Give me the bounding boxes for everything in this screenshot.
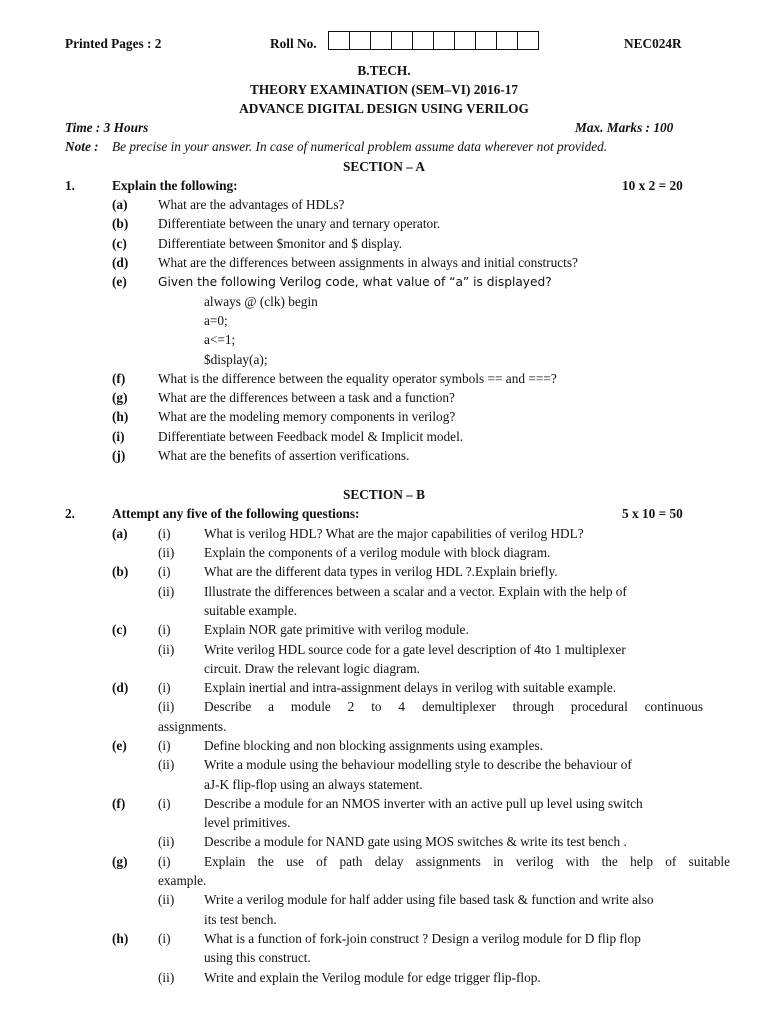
section-a-heading: SECTION – A — [342, 159, 426, 174]
roll-no-box — [518, 31, 539, 50]
roll-no-box — [476, 31, 497, 50]
roll-no-label: Roll No. — [270, 36, 317, 51]
part-label: (a) — [112, 526, 128, 541]
sub-text: Describe a module 2 to 4 demultiplexer through procedural continuous — [204, 699, 703, 714]
code-line: a=0; — [204, 313, 228, 328]
sub-text: Explain inertial and intra-assignment delays in verilog with suitable example. — [204, 680, 617, 695]
sub-label: (i) — [158, 526, 171, 541]
item-label: (a) — [112, 197, 128, 212]
sub-label: (ii) — [158, 584, 175, 599]
item-label: (b) — [112, 216, 129, 231]
sub-label: (ii) — [158, 545, 175, 560]
subject-title: ADVANCE DIGITAL DESIGN USING VERILOG — [239, 101, 529, 116]
sub-label: (i) — [158, 931, 171, 946]
part-label: (e) — [112, 738, 127, 753]
item-label: (f) — [112, 371, 126, 386]
sub-label: (ii) — [158, 699, 175, 714]
sub-text: Define blocking and non blocking assignments using examples. — [204, 738, 544, 753]
sub-text: assignments. — [158, 719, 227, 734]
item-label: (g) — [112, 390, 128, 405]
sub-label: (ii) — [158, 892, 175, 907]
part-label: (h) — [112, 931, 129, 946]
max-marks: Max. Marks : 100 — [575, 120, 674, 135]
sub-text: Illustrate the differences between a scalar and a vector. Explain with the help of — [204, 584, 627, 599]
question-number: 1. — [65, 178, 75, 193]
sub-label: (i) — [158, 622, 171, 637]
sub-label: (i) — [158, 796, 171, 811]
degree-title: B.TECH. — [357, 63, 411, 78]
item-label: (d) — [112, 255, 129, 270]
sub-label: (i) — [158, 680, 171, 695]
sub-text: aJ-K flip-flop using an always statement. — [204, 777, 423, 792]
note-text: Be precise in your answer. In case of numerical problem assume data wherever not provided. — [112, 139, 608, 154]
sub-label: (ii) — [158, 642, 175, 657]
sub-text: What are the different data types in verilog HDL ?.Explain briefly. — [204, 564, 558, 579]
sub-text: What is a function of fork-join construct ? Design a verilog module for D flip flop — [204, 931, 641, 946]
roll-no-box — [413, 31, 434, 50]
sub-text: Describe a module for NAND gate using MOS switches & write its test bench . — [204, 834, 627, 849]
sub-text: Write a module using the behaviour modelling style to describe the behaviour of — [204, 757, 632, 772]
sub-label: (ii) — [158, 834, 175, 849]
item-text: What are the benefits of assertion verifications. — [158, 448, 410, 463]
item-text: Differentiate between the unary and ternary operator. — [158, 216, 441, 231]
printed-pages: Printed Pages : 2 — [65, 36, 162, 51]
sub-text: Write and explain the Verilog module for edge trigger flip-flop. — [204, 970, 541, 985]
roll-no-box — [392, 31, 413, 50]
item-text: Differentiate between Feedback model & Implicit model. — [158, 429, 464, 444]
part-label: (g) — [112, 854, 128, 869]
item-text: What are the modeling memory components in verilog? — [158, 409, 456, 424]
item-text: What are the differences between assignments in always and initial constructs? — [158, 255, 578, 270]
sub-label: (ii) — [158, 970, 175, 985]
sub-text: Write a verilog module for half adder using file based task & function and write also — [204, 892, 654, 907]
code-line: a<=1; — [204, 332, 236, 347]
paper-code: NEC024R — [624, 36, 682, 51]
item-label: (i) — [112, 429, 125, 444]
roll-no-box — [371, 31, 392, 50]
item-text: What are the advantages of HDLs? — [158, 197, 345, 212]
sub-text: example. — [158, 873, 207, 888]
code-line: $display(a); — [204, 352, 268, 367]
sub-label: (i) — [158, 854, 171, 869]
sub-text: Write verilog HDL source code for a gate level description of 4to 1 multiplexer — [204, 642, 626, 657]
sub-text: Explain the use of path delay assignments in verilog with the help of suitable — [204, 854, 730, 869]
sub-label: (i) — [158, 738, 171, 753]
sub-text: circuit. Draw the relevant logic diagram. — [204, 661, 420, 676]
part-label: (d) — [112, 680, 129, 695]
sub-text: Describe a module for an NMOS inverter with an active pull up level using switch — [204, 796, 643, 811]
question-text: Attempt any five of the following questions: — [112, 506, 360, 521]
item-label: (e) — [112, 274, 127, 289]
item-text: What is the difference between the equality operator symbols == and ===? — [158, 371, 557, 386]
part-label: (b) — [112, 564, 129, 579]
item-label: (c) — [112, 236, 127, 251]
question-marks: 5 x 10 = 50 — [622, 506, 683, 521]
sub-text: What is verilog HDL? What are the major capabilities of verilog HDL? — [204, 526, 584, 541]
sub-text: Explain NOR gate primitive with verilog module. — [204, 622, 469, 637]
roll-no-box — [329, 31, 350, 50]
roll-no-box — [350, 31, 371, 50]
sub-label: (i) — [158, 564, 171, 579]
item-label: (j) — [112, 448, 126, 463]
item-text: What are the differences between a task and a function? — [158, 390, 455, 405]
item-text: Given the following Verilog code, what value of “a” is displayed? — [158, 275, 552, 289]
code-line: always @ (clk) begin — [204, 294, 318, 309]
exam-title: THEORY EXAMINATION (SEM–VI) 2016-17 — [249, 82, 519, 97]
sub-text: suitable example. — [204, 603, 298, 618]
part-label: (c) — [112, 622, 127, 637]
sub-text: Explain the components of a verilog module with block diagram. — [204, 545, 551, 560]
item-label: (h) — [112, 409, 129, 424]
sub-text: its test bench. — [204, 912, 277, 927]
time-label: Time : 3 Hours — [65, 120, 149, 135]
roll-no-box — [497, 31, 518, 50]
question-text: Explain the following: — [112, 178, 238, 193]
question-marks: 10 x 2 = 20 — [622, 178, 683, 193]
roll-no-box — [455, 31, 476, 50]
roll-no-boxes — [328, 31, 539, 50]
part-label: (f) — [112, 796, 126, 811]
section-b-heading: SECTION – B — [342, 487, 426, 502]
question-number: 2. — [65, 506, 75, 521]
roll-no-box — [434, 31, 455, 50]
sub-text: level primitives. — [204, 815, 291, 830]
note-label: Note : — [65, 139, 99, 154]
sub-label: (ii) — [158, 757, 175, 772]
sub-text: using this construct. — [204, 950, 311, 965]
item-text: Differentiate between $monitor and $ display. — [158, 236, 403, 251]
